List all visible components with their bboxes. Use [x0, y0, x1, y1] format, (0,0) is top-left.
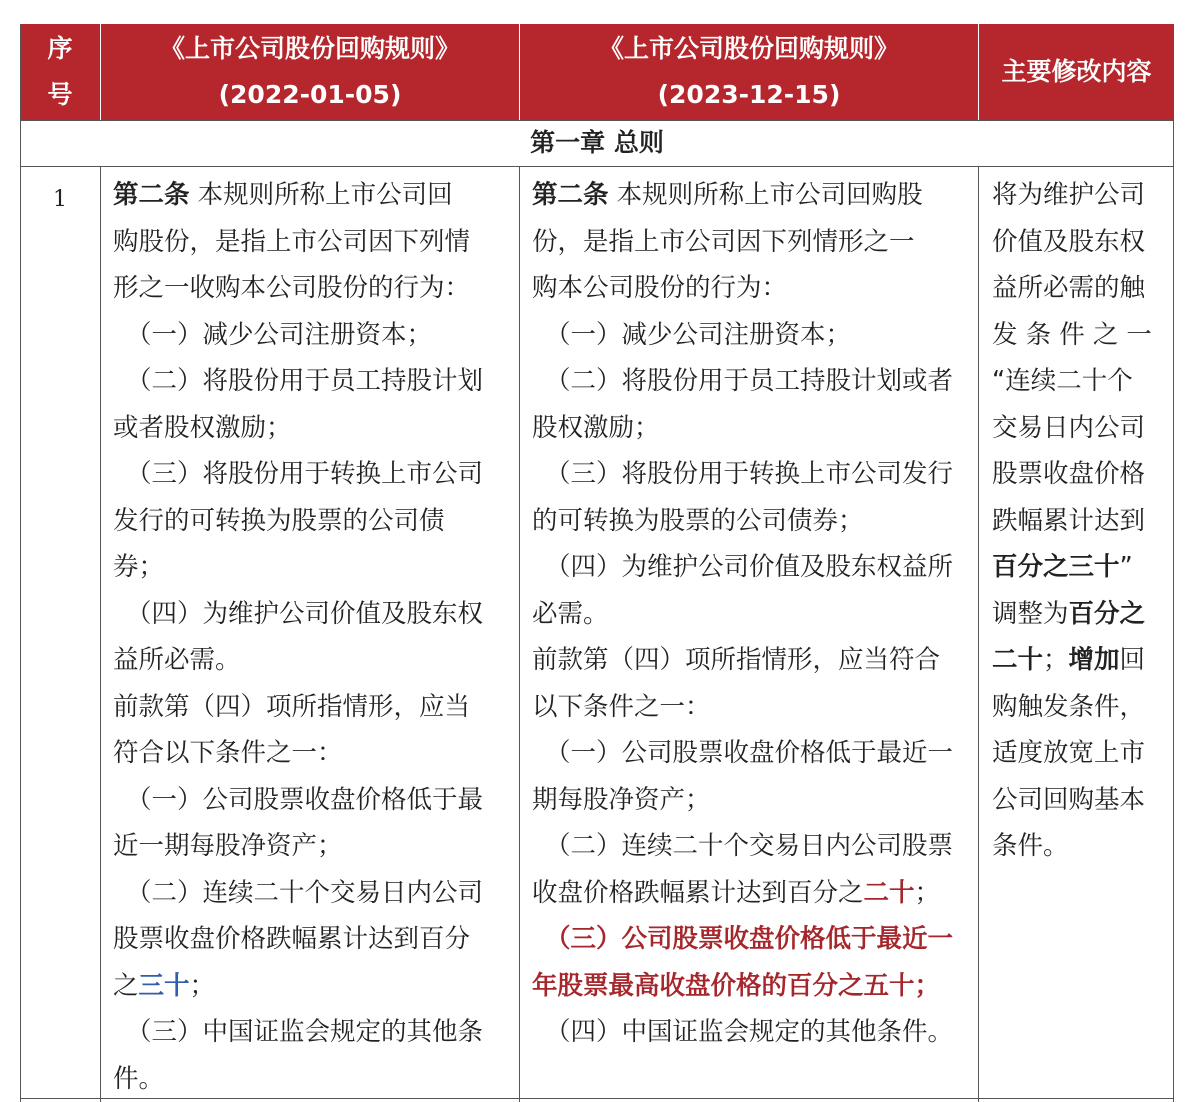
text-line: 益所必需。	[113, 645, 241, 675]
column-divider	[519, 166, 520, 1102]
text-line: 适度放宽上市	[992, 738, 1146, 768]
highlight-new-threshold: 二十	[863, 877, 915, 908]
header-divider	[519, 24, 520, 120]
text-line: 购股份，是指上市公司因下列情	[113, 226, 471, 257]
text-line: （一）减少公司注册资本；	[126, 319, 433, 350]
text-line: 价值及股东权	[992, 226, 1146, 257]
text-line: 前款第（四）项所指情形，应当	[113, 691, 471, 722]
text-line: 本规则所称上市公司回	[189, 180, 453, 210]
header-old-title: 《上市公司股份回购规则》	[159, 34, 460, 63]
text-line: 股权激励；	[532, 412, 660, 443]
header-new-title: 《上市公司股份回购规则》	[598, 34, 899, 63]
header-number-line1: 序	[47, 34, 73, 63]
text-line: 发行的可转换为股票的公司债	[113, 505, 445, 536]
text-line: （二）将股份用于员工持股计划或者	[545, 366, 954, 396]
chapter-title: 第一章 总则	[530, 128, 664, 157]
text-line: “连续二十个	[992, 366, 1133, 396]
table-border-right	[1173, 24, 1174, 1102]
text-line: （四）中国证监会规定的其他条件。	[545, 1017, 954, 1047]
text-line: 前款第（四）项所指情形，应当符合	[532, 645, 941, 675]
text-line: （二）将股份用于员工持股计划	[126, 366, 484, 396]
chapter-bottom-line	[20, 166, 1174, 167]
text-line: （二）连续二十个交易日内公司股票	[545, 831, 954, 861]
text-line: （三）将股份用于转换上市公司发行	[545, 459, 954, 489]
header-new-date: (2023-12-15)	[657, 80, 841, 109]
text-segment: ”	[1119, 552, 1133, 582]
header-col-number	[20, 24, 100, 120]
text-line: 本规则所称上市公司回购股	[608, 180, 923, 210]
header-old-date: (2022-01-05)	[218, 80, 402, 109]
text-line: 条件。	[992, 831, 1069, 861]
text-line: （一）公司股票收盘价格低于最	[126, 784, 484, 815]
text-line: 购触发条件，	[992, 691, 1146, 722]
old-rule-text	[113, 172, 513, 1102]
changes-text	[992, 172, 1172, 870]
new-article-label: 第二条	[532, 180, 609, 210]
text-line: 券；	[113, 552, 165, 582]
text-line: （三）中国证监会规定的其他条	[126, 1017, 484, 1047]
highlight-new-condition: 年股票最高收盘价格的百分之五十；	[532, 970, 941, 1001]
text-line: （四）为维护公司价值及股东权益所	[545, 552, 954, 582]
text-line: 益所必需的触	[992, 273, 1146, 303]
bold-segment: 增加	[1068, 645, 1120, 675]
text-line: 公司回购基本	[992, 784, 1146, 815]
text-line: 跌幅累计达到	[992, 505, 1146, 536]
text-line: 以下条件之一：	[532, 691, 711, 722]
text-line: 股票收盘价格跌幅累计达到百分	[113, 924, 471, 954]
header-changes-title: 主要修改内容	[1001, 57, 1152, 86]
text-line: 将为维护公司	[992, 180, 1146, 210]
header-divider	[100, 24, 101, 120]
highlight-new-condition: （三）公司股票收盘价格低于最近一	[545, 924, 954, 954]
text-line: 或者股权激励；	[113, 412, 292, 443]
row-number: 1	[53, 187, 67, 212]
highlight-old-threshold: 三十	[138, 970, 190, 1001]
text-line: 符合以下条件之一：	[113, 738, 343, 768]
text-line: （一）公司股票收盘价格低于最近一	[545, 738, 954, 768]
old-article-label: 第二条	[113, 180, 190, 210]
text-segment: ；	[1043, 645, 1069, 675]
text-line: （三）将股份用于转换上市公司	[126, 459, 484, 489]
bold-segment: 百分之	[1068, 598, 1146, 629]
column-divider	[978, 166, 979, 1102]
text-line: 份，是指上市公司因下列情形之一	[532, 226, 915, 257]
column-divider	[100, 166, 101, 1102]
text-line: 的可转换为股票的公司债券；	[532, 505, 864, 536]
text-line: 交易日内公司	[992, 412, 1146, 443]
comparison-table	[20, 24, 1174, 1102]
text-line: 股票收盘价格	[992, 459, 1146, 489]
header-col-changes	[979, 24, 1174, 120]
text-line: 形之一收购本公司股份的行为：	[113, 273, 471, 303]
text-segment: 收盘价格跌幅累计达到百分之	[532, 877, 864, 908]
text-segment: 回	[1119, 645, 1146, 675]
text-line: 必需。	[532, 598, 609, 629]
text-line: 购本公司股份的行为：	[532, 273, 788, 303]
text-line: （二）连续二十个交易日内公司	[126, 877, 484, 908]
text-line: （一）减少公司注册资本；	[545, 319, 852, 350]
text-line: 期每股净资产；	[532, 784, 711, 815]
text-segment: 调整为	[992, 598, 1069, 629]
header-divider	[978, 24, 979, 120]
header-col-new-rules	[520, 24, 978, 120]
text-line: （四）为维护公司价值及股东权	[126, 598, 484, 629]
text-line: 近一期每股净资产；	[113, 831, 343, 861]
text-line: 发 条 件 之 一	[992, 319, 1152, 350]
header-number-line2: 号	[47, 80, 73, 109]
text-segment: ；	[914, 877, 941, 908]
text-line: 件。	[113, 1063, 165, 1094]
text-segment: 之	[113, 970, 139, 1001]
bold-segment: 百分之三十	[992, 552, 1120, 582]
bold-segment: 二十	[992, 645, 1044, 675]
text-segment: ；	[189, 970, 216, 1001]
new-rule-text	[532, 172, 976, 1056]
header-col-old-rules	[101, 24, 519, 120]
